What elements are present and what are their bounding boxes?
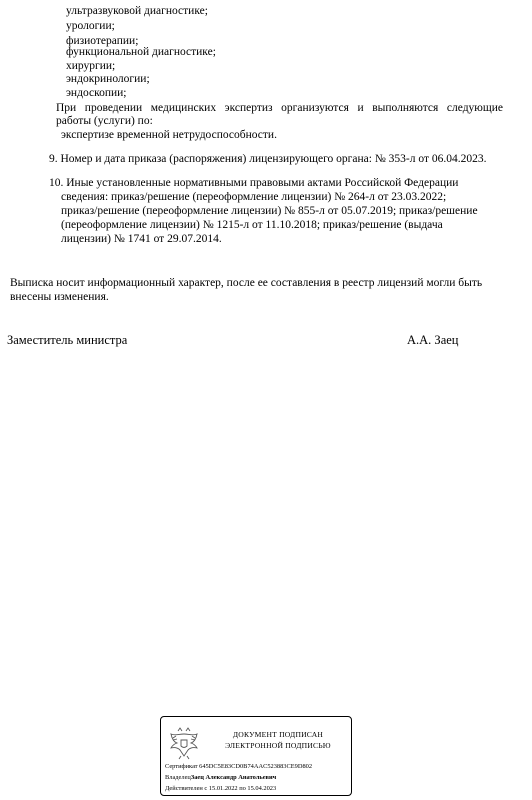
- item-10-line: 10. Иные установленные нормативными правовыми актами Российской Федерации: [49, 177, 459, 189]
- stamp-validity: Действителен с 15.01.2022 по 15.04.2023: [165, 785, 277, 792]
- coat-of-arms-icon: [166, 726, 202, 762]
- list-item: ультразвуковой диагностике;: [66, 5, 208, 17]
- expertise-intro: При проведении медицинских экспертиз организуются и выполняются следующие: [56, 102, 503, 114]
- notice-text-cont: внесены изменения.: [10, 291, 109, 303]
- stamp-title: ДОКУМЕНТ ПОДПИСАН: [232, 730, 324, 739]
- list-item: функциональной диагностике;: [66, 46, 216, 58]
- signatory-name: А.А. Заец: [407, 333, 459, 347]
- stamp-subtitle: ЭЛЕКТРОННОЙ ПОДПИСЬЮ: [225, 741, 331, 750]
- list-item: урологии;: [66, 20, 115, 32]
- notice-text: Выписка носит информационный характер, после ее составления в реестр лицензий могли быть: [10, 277, 483, 289]
- expertise-item: экспертизе временной нетрудоспособности.: [61, 129, 277, 141]
- stamp-owner: [165, 774, 276, 781]
- electronic-signature-stamp: [160, 716, 352, 796]
- certificate-value: 645DC5E83CD0B74AAC523883CE9D802: [199, 763, 313, 770]
- item-10-line: приказ/решение (переоформление лицензии) № 855-л от 05.07.2019; приказ/решение: [61, 205, 478, 217]
- owner-value: Заец Александр Анатольевич: [190, 774, 277, 781]
- signatory-title: Заместитель министра: [7, 333, 128, 347]
- item-10-line: лицензии) № 1741 от 29.07.2014.: [61, 233, 222, 245]
- item-9: 9. Номер и дата приказа (распоряжения) лицензирующего органа: № 353-л от 06.04.2023.: [49, 153, 487, 165]
- certificate-label: Сертификат: [165, 763, 198, 770]
- item-10-line: (переоформление лицензии) № 1215-л от 11.10.2018; приказ/решение (выдача: [61, 219, 443, 231]
- expertise-intro-cont: работы (услуги) по:: [56, 115, 153, 127]
- owner-label: Владелец: [165, 774, 191, 781]
- list-item: эндоскопии;: [66, 87, 127, 99]
- item-10-line: сведения: приказ/решение (переоформление лицензии) № 264-л от 23.03.2022;: [61, 191, 447, 203]
- list-item: хирургии;: [66, 60, 116, 72]
- list-item: эндокринологии;: [66, 73, 150, 85]
- stamp-certificate: [165, 763, 312, 770]
- list-item: физиотерапии;: [66, 35, 139, 47]
